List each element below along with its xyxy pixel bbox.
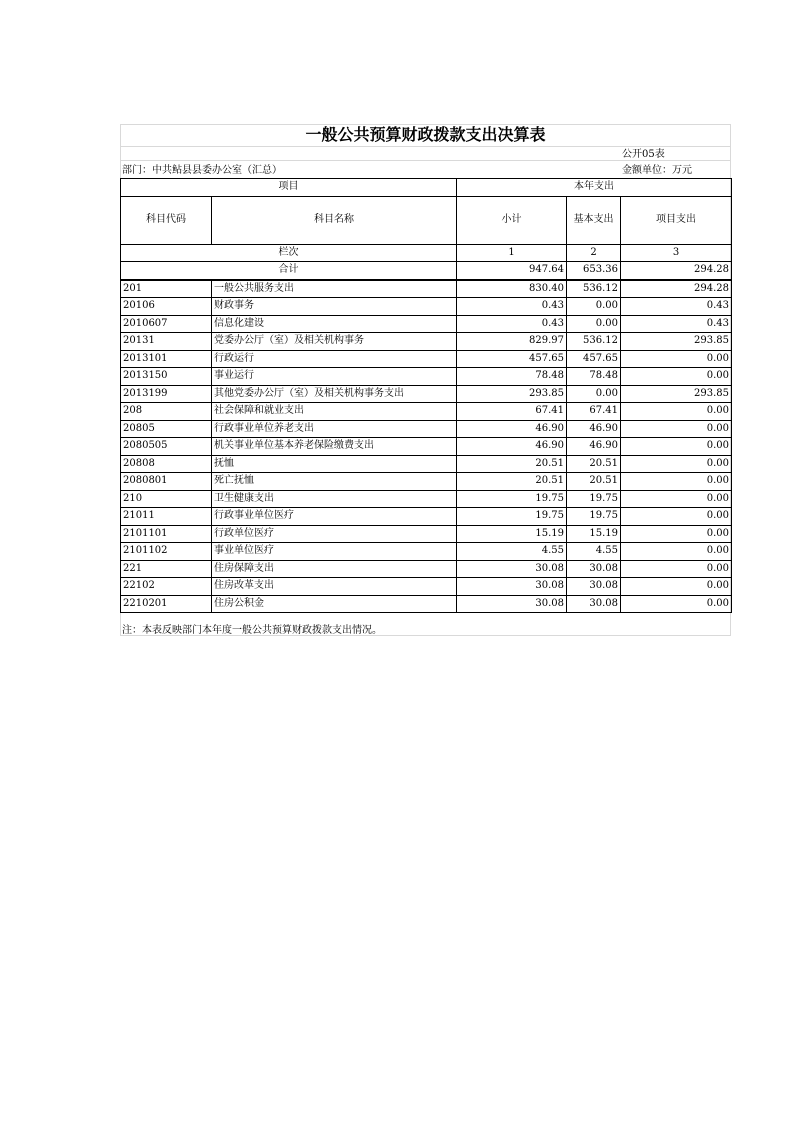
row-basic: 30.08: [567, 578, 621, 596]
footnote: 注：本表反映部门本年度一般公共预算财政拨款支出情况。: [122, 625, 382, 636]
expenditure-table: [120, 178, 732, 613]
table-row: [121, 315, 732, 333]
col-index-1: 1: [457, 244, 567, 262]
total-basic: 653.36: [567, 262, 621, 280]
row-name: 党委办公厅（室）及相关机构事务: [212, 333, 457, 351]
form-code: 公开05表: [622, 149, 665, 160]
row-subtotal: 830.40: [457, 280, 567, 298]
table-row: [121, 350, 732, 368]
row-basic: 19.75: [567, 508, 621, 526]
row-subtotal: 20.51: [457, 455, 567, 473]
row-basic: 30.08: [567, 560, 621, 578]
table-row: [121, 543, 732, 561]
table-row: [121, 333, 732, 351]
row-project: 0.00: [621, 455, 732, 473]
row-project: 0.00: [621, 595, 732, 613]
row-basic: 15.19: [567, 525, 621, 543]
table-row: [121, 438, 732, 456]
row-project: 294.28: [621, 280, 732, 298]
row-name: 社会保障和就业支出: [212, 403, 457, 421]
row-subtotal: 0.43: [457, 315, 567, 333]
header-basic: 基本支出: [567, 196, 621, 244]
grid-divider: [120, 160, 731, 161]
row-name: 一般公共服务支出: [212, 280, 457, 298]
row-subtotal: 30.08: [457, 595, 567, 613]
table-row: [121, 403, 732, 421]
row-code: 2101102: [121, 543, 212, 561]
row-project: 0.00: [621, 438, 732, 456]
row-project: 0.00: [621, 525, 732, 543]
row-code: 208: [121, 403, 212, 421]
header-row-2: [121, 196, 732, 244]
page-title: 一般公共预算财政拨款支出决算表: [305, 125, 546, 144]
row-code: 20131: [121, 333, 212, 351]
row-subtotal: 30.08: [457, 560, 567, 578]
row-subtotal: 67.41: [457, 403, 567, 421]
row-code: 2080801: [121, 473, 212, 491]
table-row: [121, 455, 732, 473]
row-name: 住房保障支出: [212, 560, 457, 578]
row-basic: 536.12: [567, 280, 621, 298]
row-project: 293.85: [621, 333, 732, 351]
row-subtotal: 30.08: [457, 578, 567, 596]
table-row: [121, 508, 732, 526]
table-row: [121, 298, 732, 316]
row-name: 抚恤: [212, 455, 457, 473]
table-row: [121, 560, 732, 578]
row-basic: 0.00: [567, 385, 621, 403]
row-subtotal: 0.43: [457, 298, 567, 316]
row-subtotal: 829.97: [457, 333, 567, 351]
row-subtotal: 46.90: [457, 438, 567, 456]
row-project: 0.00: [621, 350, 732, 368]
row-code: 2080505: [121, 438, 212, 456]
row-project: 0.00: [621, 473, 732, 491]
header-name: 科目名称: [212, 196, 457, 244]
row-subtotal: 4.55: [457, 543, 567, 561]
department-label: 部门：中共鲇县县委办公室（汇总）: [122, 165, 282, 176]
row-project: 0.00: [621, 578, 732, 596]
row-basic: 536.12: [567, 333, 621, 351]
row-project: 0.00: [621, 368, 732, 386]
row-subtotal: 78.48: [457, 368, 567, 386]
grid-divider: [120, 146, 731, 147]
row-name: 机关事业单位基本养老保险缴费支出: [212, 438, 457, 456]
row-basic: 0.00: [567, 315, 621, 333]
row-name: 行政运行: [212, 350, 457, 368]
row-name: 住房公积金: [212, 595, 457, 613]
header-item: 项目: [121, 179, 457, 197]
row-project: 0.00: [621, 490, 732, 508]
row-basic: 78.48: [567, 368, 621, 386]
row-basic: 46.90: [567, 438, 621, 456]
row-code: 2013150: [121, 368, 212, 386]
table-row: [121, 473, 732, 491]
table-row: [121, 490, 732, 508]
row-name: 死亡抚恤: [212, 473, 457, 491]
row-subtotal: 46.90: [457, 420, 567, 438]
department-row: [120, 164, 731, 177]
table-row: [121, 385, 732, 403]
row-subtotal: 15.19: [457, 525, 567, 543]
row-name: 信息化建设: [212, 315, 457, 333]
table-row: [121, 525, 732, 543]
row-name: 卫生健康支出: [212, 490, 457, 508]
total-row: [121, 262, 732, 280]
row-name: 财政事务: [212, 298, 457, 316]
row-basic: 20.51: [567, 455, 621, 473]
header-subtotal: 小计: [457, 196, 567, 244]
row-name: 行政事业单位养老支出: [212, 420, 457, 438]
table-row: [121, 420, 732, 438]
total-project: 294.28: [621, 262, 732, 280]
col-index-3: 3: [621, 244, 732, 262]
row-code: 2013199: [121, 385, 212, 403]
row-subtotal: 293.85: [457, 385, 567, 403]
row-subtotal: 19.75: [457, 508, 567, 526]
row-code: 2210201: [121, 595, 212, 613]
row-project: 0.00: [621, 560, 732, 578]
row-project: 0.00: [621, 420, 732, 438]
row-basic: 0.00: [567, 298, 621, 316]
row-code: 221: [121, 560, 212, 578]
column-index-row: [121, 244, 732, 262]
header-current-year: 本年支出: [457, 179, 732, 197]
row-subtotal: 19.75: [457, 490, 567, 508]
unit-label: 金额单位：万元: [622, 165, 692, 176]
row-basic: 4.55: [567, 543, 621, 561]
row-basic: 30.08: [567, 595, 621, 613]
row-basic: 67.41: [567, 403, 621, 421]
row-basic: 46.90: [567, 420, 621, 438]
row-code: 21011: [121, 508, 212, 526]
row-code: 201: [121, 280, 212, 298]
row-basic: 20.51: [567, 473, 621, 491]
row-name: 住房改革支出: [212, 578, 457, 596]
row-project: 0.00: [621, 543, 732, 561]
row-code: 2013101: [121, 350, 212, 368]
header-code: 科目代码: [121, 196, 212, 244]
table-row: [121, 368, 732, 386]
row-subtotal: 457.65: [457, 350, 567, 368]
row-project: 0.43: [621, 315, 732, 333]
row-name: 其他党委办公厅（室）及相关机构事务支出: [212, 385, 457, 403]
row-code: 2010607: [121, 315, 212, 333]
row-code: 22102: [121, 578, 212, 596]
row-project: 293.85: [621, 385, 732, 403]
table-row: [121, 578, 732, 596]
row-code: 20808: [121, 455, 212, 473]
row-label: 栏次: [121, 244, 457, 262]
total-subtotal: 947.64: [457, 262, 567, 280]
row-subtotal: 20.51: [457, 473, 567, 491]
row-project: 0.00: [621, 508, 732, 526]
row-name: 行政单位医疗: [212, 525, 457, 543]
header-project: 项目支出: [621, 196, 732, 244]
row-code: 2101101: [121, 525, 212, 543]
table-row: [121, 280, 732, 298]
table-row: [121, 595, 732, 613]
row-name: 事业单位医疗: [212, 543, 457, 561]
row-basic: 19.75: [567, 490, 621, 508]
col-index-2: 2: [567, 244, 621, 262]
total-label: 合计: [121, 262, 457, 280]
row-code: 20106: [121, 298, 212, 316]
row-code: 20805: [121, 420, 212, 438]
row-code: 210: [121, 490, 212, 508]
row-basic: 457.65: [567, 350, 621, 368]
row-name: 行政事业单位医疗: [212, 508, 457, 526]
row-project: 0.00: [621, 403, 732, 421]
header-row-1: [121, 179, 732, 197]
row-project: 0.43: [621, 298, 732, 316]
row-name: 事业运行: [212, 368, 457, 386]
